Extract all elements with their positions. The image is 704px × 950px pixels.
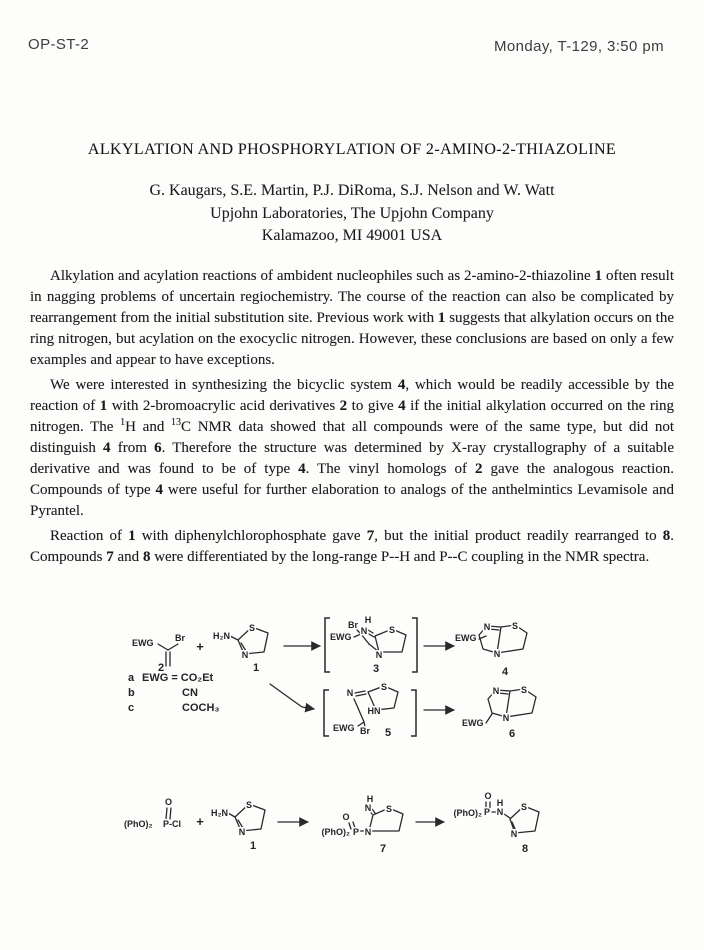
compound-4-structure xyxy=(455,621,527,678)
bromine-label: Br xyxy=(348,620,359,630)
compound-6-structure xyxy=(462,685,536,740)
exocyclic-nitrogen-label: N xyxy=(360,626,368,636)
ewg-label: EWG xyxy=(333,723,355,733)
bond-line xyxy=(486,714,492,723)
sulfur-label: S xyxy=(248,623,256,633)
amine-label: H₂N xyxy=(211,808,228,818)
abstract-paragraph-3: Reaction of 1 with diphenylchlorophosphate gave 7, but the initial product readily rearranged to 8. Compounds 7 and 8 were differentiated by the long-range P--H and P--C coupling in the NMR spectra. xyxy=(30,528,674,565)
sulfur-label: S xyxy=(245,800,253,810)
compound-1-structure xyxy=(211,800,265,852)
phosphorylation-reaction-scheme xyxy=(118,782,558,882)
phosphorus-label: P xyxy=(353,827,360,837)
compound-1-number: 1 xyxy=(249,840,257,852)
ewg-label: EWG xyxy=(330,632,352,642)
compound-1-number: 1 xyxy=(252,662,260,674)
compound-2-structure xyxy=(132,633,185,674)
bond-line xyxy=(230,636,238,640)
legend-key-c: c xyxy=(128,702,135,714)
bond-line xyxy=(358,708,364,722)
bond-line xyxy=(228,813,235,817)
affiliation-line: Upjohn Laboratories, The Upjohn Company xyxy=(210,205,494,222)
compound-3-number: 3 xyxy=(372,663,380,675)
ring-nitrogen-label: N xyxy=(375,650,383,660)
location-line: Kalamazoo, MI 49001 USA xyxy=(261,227,443,244)
hn-label: HN xyxy=(367,706,381,716)
session-code: OP-ST-2 xyxy=(28,36,90,53)
hydrogen-label: H xyxy=(364,615,372,625)
double-bond-line xyxy=(489,629,499,630)
alkylation-reaction-scheme xyxy=(118,600,578,750)
intermediate-5-structure xyxy=(324,682,416,739)
legend-formula-a: EWG = CO₂Et xyxy=(142,672,214,684)
amine-label: H₂N xyxy=(213,631,230,641)
double-bond-line xyxy=(166,808,167,819)
phosphorus-label: P xyxy=(484,807,491,817)
abstract-paragraph-1: Alkylation and acylation reactions of ambident nucleophiles such as 2-amino-2-thiazoline 1 often result in nagging problems of uncertain regiochemistry. The course of the reaction can also be complicated by rearrangement from the initial substitution site. Previous work with 1 suggests that alkylation occurs on the ring nitrogen, but acylation on the exocyclic nitrogen. However, these conclusions are based on only a few examples and appear to have exceptions. xyxy=(30,268,675,368)
bond-line xyxy=(504,814,510,818)
compound-6-number: 6 xyxy=(508,728,516,740)
double-bond-line xyxy=(170,808,171,819)
compound-7-structure xyxy=(322,794,404,855)
double-bond-line xyxy=(498,693,508,694)
phenoxy-label: (PhO)₂ xyxy=(124,819,153,829)
oxygen-label: O xyxy=(342,812,350,822)
ewg-legend xyxy=(128,672,219,714)
double-bond-line xyxy=(372,809,375,813)
oxygen-label: O xyxy=(165,797,173,807)
sulfur-label: S xyxy=(520,802,528,812)
left-bracket xyxy=(324,690,329,736)
top-nitrogen-label: N xyxy=(483,622,491,632)
bond-line xyxy=(168,644,178,650)
legend-key-b: b xyxy=(128,687,135,699)
sulfur-label: S xyxy=(511,621,519,631)
right-bracket xyxy=(412,618,417,672)
bond-line xyxy=(354,699,358,708)
bromine-label: Br xyxy=(175,633,186,643)
abstract-body xyxy=(30,266,674,568)
hydrogen-label: H xyxy=(366,794,374,804)
exocyclic-nitrogen-label: N xyxy=(364,803,372,813)
double-bond-line xyxy=(356,694,366,696)
ewg-label: EWG xyxy=(132,638,154,648)
hydrogen-label: H xyxy=(496,798,504,808)
phenoxy-label: (PhO)₂ xyxy=(321,827,350,837)
abstract-paragraph-2: We were interested in synthesizing the bicyclic system 4, which would be readily accessible by the reaction of 1 with 2-bromoacrylic acid derivatives 2 to give 4 if the initial alkylation occurred on the ring nitrogen. The $^1$H and $^{13}$C NMR data showed that all compounds were of the same type, but did not distinguish 4 from 6. Therefore the structure was determined by X-ray crystallography of a suitable derivative and was found to be of type 4. The vinyl homologs of 2 gave the analogous reaction. Compounds of type 4 were useful for further elaboration to analogs of the anthelmintics Levamisole and Pyrantel. xyxy=(30,377,675,519)
sulfur-label: S xyxy=(520,685,528,695)
compound-2-number: 2 xyxy=(158,662,165,674)
compound-7-number: 7 xyxy=(379,843,387,855)
branch-reaction-arrow xyxy=(270,684,314,709)
double-bond-line xyxy=(368,630,373,633)
double-bond-line xyxy=(369,634,374,637)
session-schedule: Monday, T-129, 3:50 pm xyxy=(493,38,664,55)
compound-5-number: 5 xyxy=(384,727,392,739)
compound-8-structure xyxy=(454,791,540,855)
bond-line xyxy=(158,644,168,650)
double-bond-line xyxy=(355,691,365,693)
legend-formula-c: COCH₃ xyxy=(182,702,220,714)
bromine-label: Br xyxy=(360,726,371,736)
ring-nitrogen-label: N xyxy=(510,829,518,839)
sulfur-label: S xyxy=(388,625,396,635)
nitrogen-label: N xyxy=(241,650,249,660)
phenoxy-label: (PhO)₂ xyxy=(453,808,482,818)
paper-title: ALKYLATION AND PHOSPHORYLATION OF 2-AMINO-2-THIAZOLINE xyxy=(87,141,617,158)
legend-formula-b: CN xyxy=(182,687,198,699)
compound-1-structure xyxy=(213,623,268,674)
right-bracket xyxy=(411,690,416,736)
oxygen-label: O xyxy=(484,791,492,801)
amide-nitrogen-label: N xyxy=(496,807,504,817)
chain-nitrogen-label: N xyxy=(346,688,354,698)
plus-sign: + xyxy=(196,639,204,654)
bridge-nitrogen-label: N xyxy=(502,713,510,723)
ring-nitrogen-label: N xyxy=(364,827,372,837)
ewg-label: EWG xyxy=(462,718,484,728)
nitrogen-label: N xyxy=(238,827,246,837)
p-cl-label: P-Cl xyxy=(163,819,181,829)
intermediate-3-structure xyxy=(325,615,417,675)
phosphorochloridate-structure xyxy=(124,797,181,829)
sulfur-label: S xyxy=(385,804,393,814)
bridge-nitrogen-label: N xyxy=(493,649,501,659)
compound-8-number: 8 xyxy=(521,843,529,855)
ewg-label: EWG xyxy=(455,633,477,643)
legend-key-a: a xyxy=(128,672,135,684)
top-nitrogen-label: N xyxy=(492,686,500,696)
authors-line: G. Kaugars, S.E. Martin, P.J. DiRoma, S.J. Nelson and W. Watt xyxy=(149,182,555,199)
plus-sign: + xyxy=(196,814,204,829)
sulfur-label: S xyxy=(380,682,388,692)
left-bracket xyxy=(325,618,330,672)
compound-4-number: 4 xyxy=(501,666,509,678)
